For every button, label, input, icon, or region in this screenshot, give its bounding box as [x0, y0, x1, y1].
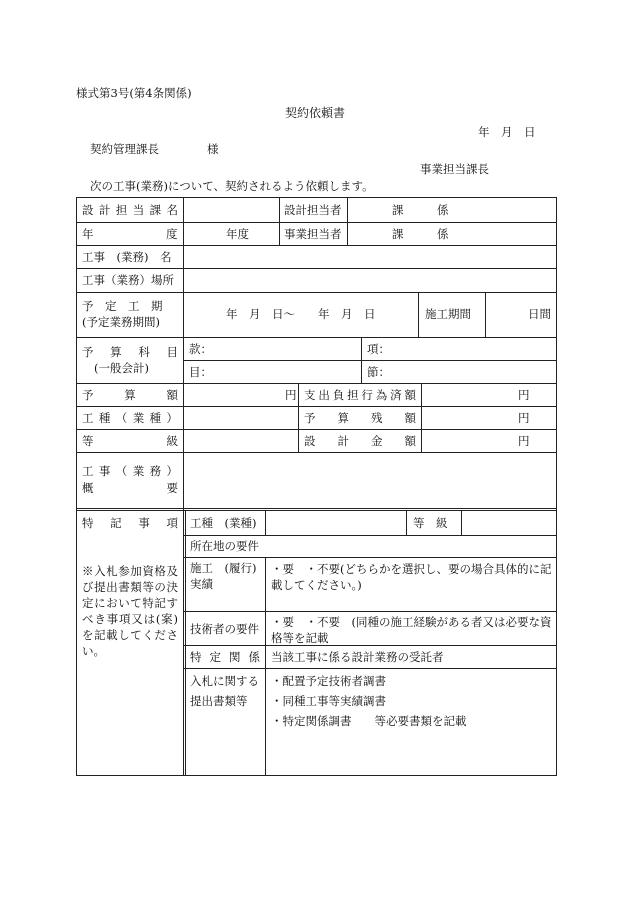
work-place-label: 工事（業務）場所	[82, 273, 174, 287]
year-value: 年度	[226, 227, 249, 241]
rule-v	[361, 337, 362, 383]
rule-v	[279, 197, 280, 245]
engineer-requirement-value: ・要 ・不要 (同種の施工経験がある者又は必要な資格等を記載	[271, 615, 552, 645]
rule-v	[418, 292, 419, 337]
business-person-label: 事業担当者	[284, 227, 342, 241]
docs-item: ・同種工事等実績調書	[271, 694, 386, 708]
ka-label: 課	[392, 203, 404, 217]
rule	[183, 668, 557, 669]
design-section-label: 設計担当課名	[82, 203, 178, 217]
construction-record-value: ・要 ・不要(どちらかを選択し、要の場合具体的に記載してください。)	[271, 562, 552, 592]
kan-label: 款：	[189, 342, 212, 356]
rule	[76, 222, 557, 223]
rule-double	[76, 510, 557, 511]
location-requirement-label: 所在地の要件	[190, 539, 259, 553]
rule	[76, 268, 557, 269]
budget-remaining-label: 予算残額	[304, 411, 416, 425]
schedule-label-sub: (予定業務期間)	[82, 315, 160, 329]
days-label: 日間	[528, 307, 551, 321]
docs-item: ・特定関係調書 等必要書類を記載	[271, 714, 467, 728]
budget-item-label: 予 算 科 目	[82, 345, 178, 359]
rule	[76, 429, 557, 430]
yen-label: 円	[518, 434, 530, 448]
design-amount-label: 設計金額	[304, 434, 416, 448]
rule	[76, 406, 557, 407]
moku-label: 目：	[189, 365, 212, 379]
kou-label: 項：	[367, 342, 390, 356]
overview-label-sub: 概要	[82, 481, 178, 495]
rule-v-double	[185, 510, 186, 776]
rule-v	[265, 557, 266, 776]
rule	[76, 508, 557, 509]
kakari-label: 係	[437, 227, 449, 241]
rule	[76, 245, 557, 246]
table-border-bottom	[76, 775, 557, 776]
grade-label: 等級	[82, 434, 178, 448]
date-line: 年 月 日	[478, 125, 536, 139]
schedule-label: 予 定 工 期	[82, 299, 163, 313]
docs-label: 入札に関する	[190, 674, 259, 688]
rule-v	[183, 197, 184, 776]
rule-v	[347, 197, 348, 245]
kakari-label: 係	[437, 203, 449, 217]
yen-label: 円	[518, 411, 530, 425]
rule	[183, 360, 557, 361]
rule	[76, 337, 557, 338]
specific-relation-label: 特定関係	[190, 650, 260, 664]
rule-v	[421, 383, 422, 452]
setsu-label: 節：	[367, 365, 390, 379]
budget-item-sub: (一般会計)	[94, 361, 149, 375]
rule	[76, 452, 557, 453]
expenditure-done-label: 支出負担行為済額	[304, 388, 416, 402]
intro-text: 次の工事(業務)について、契約されるよう依頼します。	[90, 179, 374, 193]
schedule-value: 年 月 日〜 年 月 日	[226, 307, 376, 321]
work-name-label: 工事 (業務) 名	[82, 250, 172, 264]
rule	[183, 535, 557, 536]
sender: 事業担当課長	[420, 162, 489, 176]
addressee: 契約管理課長	[90, 142, 159, 156]
designer-label: 設計担当者	[284, 203, 342, 217]
specific-relation-value: 当該工事に係る設計業務の受託者	[271, 650, 444, 664]
table-border-left	[76, 197, 77, 776]
engineer-requirement-label: 技術者の要件	[190, 622, 259, 636]
honorific: 様	[207, 142, 219, 156]
year-label-2: 度	[166, 227, 178, 241]
work-type-label-special: 工種 (業種)	[190, 516, 257, 530]
table-border-right	[556, 197, 557, 776]
rule	[183, 557, 557, 558]
rule-v	[406, 510, 407, 535]
construction-period-label: 施工期間	[425, 307, 471, 321]
form-number: 様式第3号(第4条関係)	[76, 86, 192, 100]
grade-label-special: 等 級	[413, 516, 448, 530]
overview-label: 工事（業務）	[82, 464, 178, 478]
table-border-top	[76, 197, 557, 198]
year-label-1: 年	[82, 227, 94, 241]
page-title: 契約依頼書	[285, 106, 346, 120]
yen-label: 円	[285, 388, 297, 402]
docs-item: ・配置予定技術者調書	[271, 674, 386, 688]
special-note-text: ※入札参加資格及び提出書類等の決定において特記すべき事項又は(案)を記載してください。	[82, 564, 178, 658]
rule	[76, 383, 557, 384]
rule-v	[265, 510, 266, 535]
yen-label: 円	[518, 388, 530, 402]
rule-v	[298, 383, 299, 452]
special-notes-label: 特記事項	[82, 516, 178, 530]
rule-v	[485, 292, 486, 337]
budget-amount-label: 予算額	[82, 388, 178, 402]
rule	[183, 611, 557, 612]
rule-v	[461, 510, 462, 535]
docs-label-sub: 提出書類等	[190, 694, 248, 708]
construction-record-label: 施工 (履行)	[190, 561, 257, 575]
work-type-label: 工種（業種）	[82, 411, 178, 425]
ka-label: 課	[392, 227, 404, 241]
construction-record-label-sub: 実績	[190, 577, 213, 591]
